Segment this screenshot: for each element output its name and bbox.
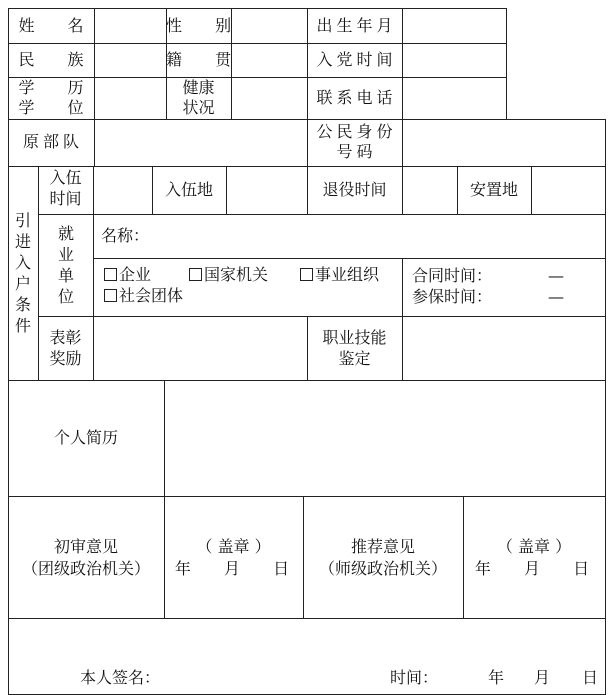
grid-line — [8, 8, 507, 9]
label-contract-time: 合同时间： — [412, 266, 493, 285]
label-id-number: 公民身份 — [316, 122, 397, 141]
stamp-recommend: （ 盖章 ） — [496, 537, 572, 556]
sign-year: 年 — [488, 668, 505, 687]
grid-line — [402, 8, 403, 215]
checkbox-enterprise[interactable]: 企业 — [104, 265, 151, 285]
label-unit-name: 名称： — [101, 226, 150, 245]
label-enlist-time-2: 时间 — [49, 189, 82, 208]
label-appraisal: 鉴定 — [338, 349, 371, 368]
label-first-review: 初审意见 — [53, 537, 118, 556]
checkbox-icon[interactable] — [104, 289, 117, 302]
label-skill: 职业技能 — [322, 328, 387, 347]
label-enlist-time: 入伍 — [49, 168, 82, 187]
grid-line — [8, 43, 507, 44]
date-first: 年 月 日 — [174, 559, 304, 578]
label-signature: 本人签名： — [80, 668, 161, 687]
grid-line — [93, 166, 94, 381]
label-honor: 表彰 — [49, 328, 82, 347]
grid-line — [164, 380, 165, 497]
label-native-place: 籍 贯 — [166, 50, 246, 69]
contract-dash: — — [548, 266, 564, 285]
grid-line — [38, 316, 606, 317]
grid-line — [303, 496, 304, 619]
label-education: 学 历 — [18, 78, 98, 97]
label-gender: 性 别 — [166, 16, 246, 35]
date-recommend: 年 月 日 — [474, 559, 604, 578]
insurance-dash: — — [548, 287, 564, 306]
label-retire-time: 退役时间 — [322, 180, 387, 199]
label-id-number-2: 号码 — [336, 142, 377, 161]
sign-day: 日 — [582, 668, 599, 687]
label-sign-time: 时间： — [390, 668, 439, 687]
grid-line — [506, 8, 507, 120]
grid-line — [8, 496, 606, 497]
grid-line — [8, 618, 606, 619]
label-original-unit: 原部队 — [22, 132, 83, 151]
section-title: 引 进 入 户 条 件 — [14, 211, 31, 335]
grid-line — [38, 214, 606, 215]
label-resume: 个人简历 — [53, 428, 118, 447]
checkbox-icon[interactable] — [300, 268, 313, 281]
label-health: 健康 — [182, 78, 215, 97]
stamp-first: （ 盖章 ） — [196, 537, 271, 556]
grid-line — [226, 166, 227, 215]
grid-line — [463, 496, 464, 619]
label-phone: 联系电话 — [316, 88, 397, 107]
label-recommend: 推荐意见 — [350, 537, 415, 556]
label-first-review-org: （团级政治机关） — [21, 559, 150, 578]
checkbox-icon[interactable] — [104, 268, 117, 281]
checkbox-social-group[interactable]: 社会团体 — [104, 286, 183, 306]
label-reward: 奖励 — [49, 349, 82, 368]
label-ethnicity: 民 族 — [18, 50, 98, 69]
grid-line — [531, 166, 532, 215]
label-insurance-time: 参保时间： — [412, 287, 493, 306]
label-health-status: 状况 — [182, 98, 215, 117]
label-enlist-place: 入伍地 — [164, 180, 213, 199]
label-name: 姓 名 — [18, 16, 98, 35]
label-recommend-org: （师级政治机关） — [318, 559, 447, 578]
label-birth: 出生年月 — [316, 16, 397, 35]
checkbox-icon[interactable] — [189, 268, 202, 281]
label-party-date: 入党时间 — [316, 50, 397, 69]
grid-line — [402, 258, 403, 317]
checkbox-state-organ[interactable]: 国家机关 — [189, 265, 268, 285]
grid-line — [164, 496, 165, 619]
grid-line — [402, 316, 403, 381]
sign-month: 月 — [534, 668, 551, 687]
checkbox-public-institution[interactable]: 事业组织 — [300, 265, 379, 285]
grid-line — [605, 119, 606, 695]
grid-line — [93, 258, 606, 259]
label-employment-unit: 就 业 单 位 — [57, 224, 74, 306]
label-settle-place: 安置地 — [469, 180, 518, 199]
label-degree: 学 位 — [18, 98, 98, 117]
